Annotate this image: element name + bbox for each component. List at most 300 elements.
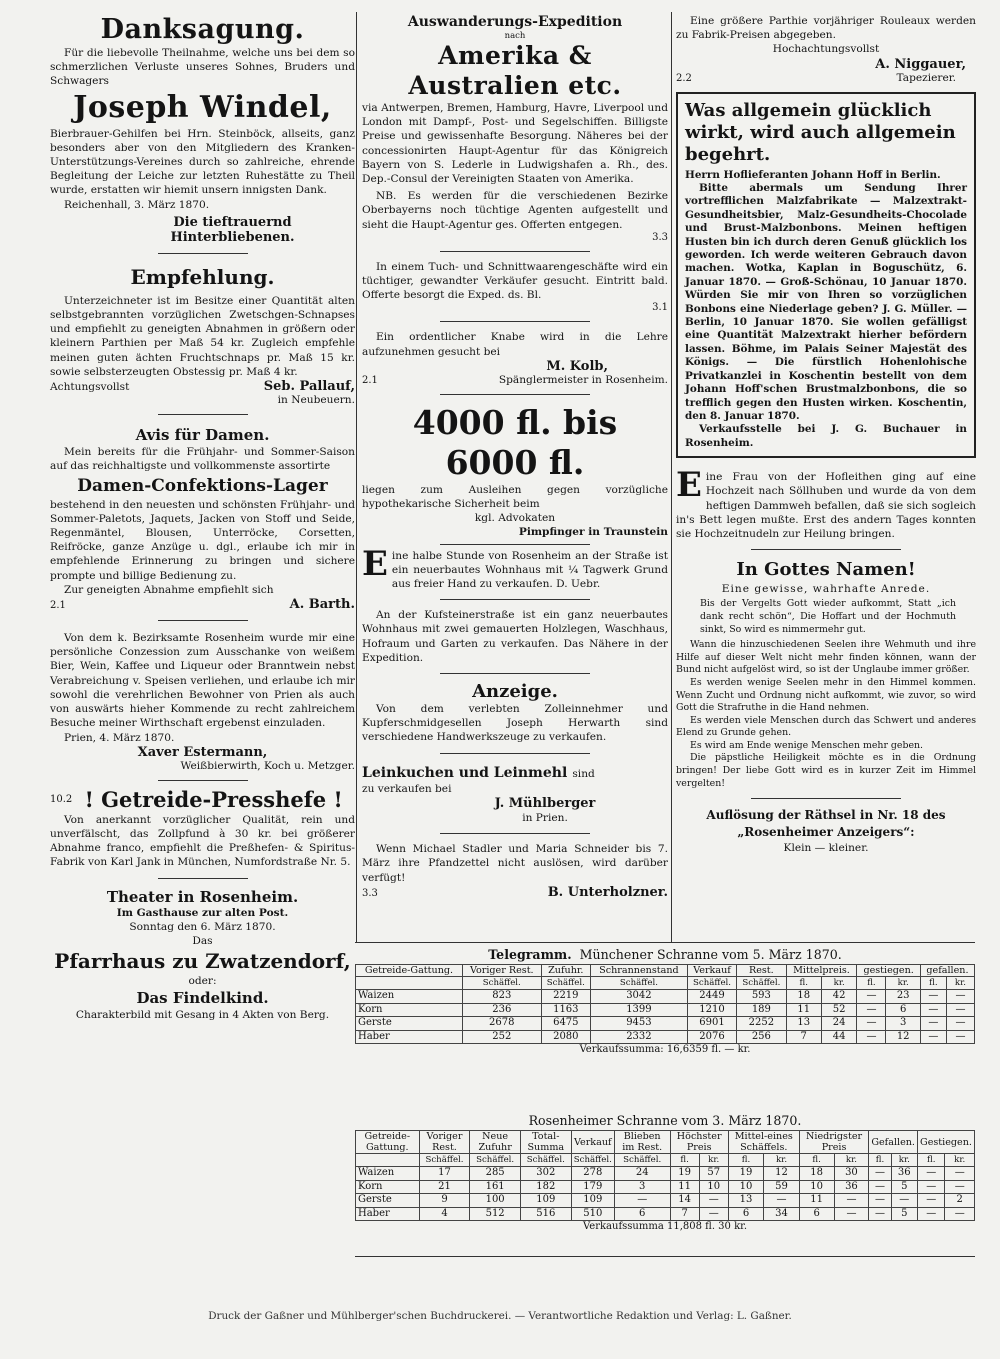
separator	[440, 544, 590, 545]
ad-title: ! Getreide-Presshefe !	[84, 786, 343, 812]
units-row	[356, 1154, 975, 1167]
value-cell: —	[945, 1180, 975, 1193]
unit-cell: Schäffel.	[571, 1154, 614, 1167]
value-cell: 2252	[737, 1017, 786, 1030]
value-cell: 42	[821, 990, 856, 1003]
value-cell: —	[920, 1017, 946, 1030]
value-cell: 21	[419, 1180, 470, 1193]
value-cell: 59	[764, 1180, 800, 1193]
value-cell: —	[857, 1017, 886, 1030]
value-cell: —	[869, 1180, 891, 1193]
ad-occupation: Weißbierwirth, Koch u. Metzger.	[180, 759, 355, 772]
separator	[158, 780, 248, 781]
grain-type-cell: Gerste	[356, 1017, 463, 1030]
col-header: Getreide-Gattung.	[356, 965, 463, 977]
value-cell: 11	[786, 1003, 821, 1016]
column-2	[362, 14, 668, 900]
column-3	[676, 14, 976, 855]
table-sum: Verkaufssumma: 16,6359 fl. — kr.	[579, 1044, 751, 1056]
separator	[440, 251, 590, 252]
play-or: oder:	[188, 975, 217, 988]
munich-market-table-block	[355, 946, 975, 1056]
value-cell: 2219	[541, 990, 590, 1003]
play-subtitle: Das Findelkind.	[136, 989, 269, 1008]
value-cell: —	[917, 1194, 944, 1207]
separator	[751, 798, 901, 799]
ad-note: NB. Es werden für die verschiedenen Bezirke Oberbayerns noch tüchtige Agenten aufgestellt und sieht die Haupt-Agentur ges. Offerten entgegen.	[362, 190, 668, 231]
ad-place: Prien, 4. März 1870.	[64, 731, 175, 744]
col-header: Mittel-eines Schäffels.	[728, 1131, 799, 1154]
grain-type-cell: Haber	[356, 1030, 463, 1043]
value-cell: 109	[571, 1194, 614, 1207]
separator	[440, 753, 590, 754]
ad-body: ine halbe Stunde von Rosenheim an der Straße ist ein neuerbautes Wohnhaus mit ¼ Tagwerk Grund aus freier Hand zu verkaufen. D. Uebr.	[391, 549, 668, 591]
value-cell: 510	[571, 1207, 614, 1220]
col-header: Zufuhr.	[541, 965, 590, 977]
ad-signature: M. Kolb,	[546, 358, 608, 374]
riddle-heading: Auflösung der Räthsel in Nr. 18 des „Rosenheimer Anzeigers“:	[706, 808, 946, 840]
separator	[158, 878, 248, 879]
table-row	[356, 1180, 975, 1193]
article-subtitle: Eine gewisse, wahrhafte Anrede.	[721, 583, 931, 596]
value-cell: 24	[821, 1017, 856, 1030]
value-cell: 9	[419, 1194, 470, 1207]
value-cell: —	[917, 1167, 944, 1180]
grain-type-cell: Korn	[356, 1180, 420, 1193]
grain-type-cell: Waizen	[356, 990, 463, 1003]
value-cell: —	[920, 1030, 946, 1043]
ad-body: Von dem k. Bezirksamte Rosenheim wurde mir eine persönliche Conzession zum Ausschanke von weißem Bier, Wein, Kaffee und Liqueur oder Branntwein nebst Verabreichung v. Speisen verliehen, und erlaube ich mir sowohl die verehrlichen Bewohner von Prien als auch von auswärts hieher Kommende zu recht zahlreichem Besuche meiner Wirthschaft ergebenst einzuladen.	[50, 632, 355, 730]
value-cell: 516	[520, 1207, 571, 1220]
value-cell: 10	[699, 1180, 728, 1193]
ad-body: Von anerkannt vorzüglicher Qualität, rein und unverfälscht, das Zollpfund à 30 kr. bei größerer Abnahme franco, empfiehlt die Preßhefen- & Spiritus-Fabrik von Karl Jank in München, Numfordstraße Nr. 5.	[50, 813, 355, 869]
unit-cell: fl.	[670, 1154, 699, 1167]
unit-cell: Schäffel.	[687, 977, 736, 990]
unit-cell: Schäffel.	[541, 977, 590, 990]
unit-cell: fl.	[917, 1154, 944, 1167]
value-cell: 10	[728, 1180, 764, 1193]
value-cell: 512	[470, 1207, 520, 1220]
ad-addressee: Herrn Hoflieferanten Johann Hoff in Berlin.	[685, 168, 941, 181]
ad-occupation: Spänglermeister in Rosenheim.	[498, 373, 668, 386]
value-cell: 1163	[541, 1003, 590, 1016]
value-cell: —	[869, 1207, 891, 1220]
units-row	[356, 977, 975, 990]
ad-body: bestehend in den neuesten und schönsten Frühjahr- und Sommer-Paletots, Jaquets, Jacken von Stoff und Seide, Regenmäntel, Blousen, Unterröcke, Corsetten, Reifröcke, ganze Anzüge u. dgl., erlaube ich mir in empfehlende Erinnerung zu bringen und sichere prompte und billige Bedienung zu.	[50, 498, 355, 582]
value-cell: —	[699, 1194, 728, 1207]
value-cell: 5	[891, 1180, 917, 1193]
value-cell: 2332	[590, 1030, 687, 1043]
ad-number: 3.3	[652, 231, 668, 243]
theater-article: Das	[192, 934, 213, 947]
unit-cell: kr.	[891, 1154, 917, 1167]
value-cell: —	[614, 1194, 670, 1207]
article-title: In Gottes Namen!	[736, 559, 916, 581]
danksagung-notice	[50, 14, 355, 245]
separator	[440, 673, 590, 674]
loan-amount: 4000 fl. bis 6000 fl.	[412, 402, 618, 482]
drop-cap: E	[362, 543, 388, 584]
unit-cell: Schäffel.	[520, 1154, 571, 1167]
value-cell: 34	[764, 1207, 800, 1220]
col-header: gefallen.	[920, 965, 974, 977]
value-cell: —	[764, 1194, 800, 1207]
value-cell: 6901	[687, 1017, 736, 1030]
ad-title: Avis für Damen.	[135, 426, 270, 445]
value-cell: —	[920, 990, 946, 1003]
value-cell: 593	[737, 990, 786, 1003]
unit-cell: fl.	[920, 977, 946, 990]
grain-type-cell: Korn	[356, 1003, 463, 1016]
ad-location: in Neubeuern.	[277, 394, 355, 407]
value-cell: 24	[614, 1167, 670, 1180]
col-header: Höchster Preis	[670, 1131, 728, 1154]
value-cell: 1399	[590, 1003, 687, 1016]
ad-signature: J. Mühlberger	[494, 795, 596, 811]
value-cell: 52	[821, 1003, 856, 1016]
col-header: Schrannenstand	[590, 965, 687, 977]
separator	[440, 321, 590, 322]
article-paragraph: Es werden wenige Seelen mehr in den Himmel kommen. Wenn Zucht und Ordnung nicht aufkommt, wie zuvor, so wird Gott die Strafruthe in die Hand nehmen.	[676, 676, 976, 714]
ad-destination: Amerika & Australien etc.	[408, 41, 622, 100]
table-section-rule	[355, 942, 975, 943]
value-cell: 278	[571, 1167, 614, 1180]
value-cell: 6	[728, 1207, 764, 1220]
unit-cell	[356, 977, 463, 990]
col-header: Verkauf	[571, 1131, 614, 1154]
value-cell: 285	[470, 1167, 520, 1180]
value-cell: —	[946, 1017, 974, 1030]
value-cell: —	[834, 1194, 869, 1207]
theater-venue: Im Gasthause zur alten Post.	[116, 906, 289, 919]
value-cell: 18	[786, 990, 821, 1003]
value-cell: 189	[737, 1003, 786, 1016]
house-ad-1	[362, 543, 668, 592]
empfehlung-ad	[50, 264, 355, 406]
value-cell: 100	[470, 1194, 520, 1207]
ad-closing: Zur geneigten Abnahme empfiehlt sich	[64, 583, 274, 596]
col-header: Rest.	[737, 965, 786, 977]
column-1	[50, 14, 355, 1023]
col-header: Total-Summa	[520, 1131, 571, 1154]
unit-cell: fl.	[728, 1154, 764, 1167]
play-title: Pfarrhaus zu Zwatzendorf,	[54, 949, 351, 974]
article-verse: Bis der Vergelts Gott wieder aufkommt, Statt „ich dank recht schön“, Die Hoffart und der Hochmuth sinkt, So wird es nimmermehr gut.	[700, 598, 956, 635]
article-paragraph: Es werden viele Menschen durch das Schwert und anderes Elend zu Grunde gehen.	[676, 714, 976, 739]
theater-title: Theater in Rosenheim.	[106, 887, 299, 906]
theater-ad	[50, 889, 355, 1023]
separator	[440, 394, 590, 395]
value-cell: 823	[462, 990, 541, 1003]
col-header: Gestiegen.	[917, 1131, 974, 1154]
value-cell: 10	[799, 1180, 834, 1193]
separator	[158, 253, 248, 254]
unit-cell: fl.	[857, 977, 886, 990]
value-cell: —	[857, 1030, 886, 1043]
ad-body: via Antwerpen, Bremen, Hamburg, Havre, Liverpool und London mit Dampf-, Post- und Segelschiffen. Billigste Preise und gewissenhafte Besorgung. Näheres bei der concessionirten Haupt-Agentur für das Königreich Bayern von S. Lederle in Ludwigshafen a. Rh., des. Dep.-Consul der Vereinigten Staaten von Amerika.	[362, 102, 668, 186]
riddle-answer: Klein — kleiner.	[783, 842, 869, 855]
table-sum: Verkaufssumma 11,808 fl. 30 kr.	[583, 1221, 747, 1233]
col-header: Verkauf	[687, 965, 736, 977]
col-header: Getreide-Gattung.	[356, 1131, 420, 1154]
value-cell: —	[917, 1180, 944, 1193]
ad-signature: A. Niggauer,	[875, 56, 966, 72]
tuch-ad	[362, 260, 668, 314]
article-paragraph: Die päpstliche Heiligkeit möchte es in die Ordnung bringen! Der liebe Gott wird es in kurzer Zeit im Himmel vergelten!	[676, 752, 976, 789]
value-cell: 3042	[590, 990, 687, 1003]
value-cell: 17	[419, 1167, 470, 1180]
ad-signature: Seb. Pallauf,	[263, 379, 355, 395]
col-header: Niedrigster Preis	[799, 1131, 869, 1154]
unit-cell: Schäffel.	[470, 1154, 520, 1167]
ad-occupation: Tapezierer.	[896, 71, 956, 84]
value-cell: 18	[799, 1167, 834, 1180]
ad-number: 3.3	[362, 887, 378, 899]
ad-title: Auswanderungs-Expedition	[407, 14, 623, 30]
ad-body: In einem Tuch- und Schnittwaarengeschäfte wird ein tüchtiger, gewandter Verkäufer gesucht. Eintritt bald. Offerte besorgt die Exped. ds. Bl.	[362, 260, 668, 302]
knabe-ad	[362, 330, 668, 385]
ad-sale-point: Verkaufsstelle bei J. G. Buchauer in Rosenheim.	[685, 423, 967, 449]
unit-cell: kr.	[764, 1154, 800, 1167]
table-row	[356, 1207, 975, 1220]
ad-title: Empfehlung.	[130, 264, 275, 289]
separator	[158, 414, 248, 415]
col-header: Gefallen.	[869, 1131, 918, 1154]
table-caption-label: Telegramm.	[488, 947, 572, 962]
ad-title-tail: sind	[572, 767, 595, 780]
deceased-name: Joseph Windel,	[73, 89, 332, 125]
value-cell: 9453	[590, 1017, 687, 1030]
column-divider	[671, 12, 672, 942]
ad-signature-title: kgl. Advokaten	[474, 512, 556, 525]
value-cell: 2076	[687, 1030, 736, 1043]
separator	[440, 833, 590, 834]
ad-number: 3.1	[652, 302, 668, 314]
value-cell: 6	[799, 1207, 834, 1220]
notice-intro: Für die liebevolle Theilnahme, welche uns bei dem so schmerzlichen Verluste unseres Sohnes, Bruders und Schwagers	[50, 47, 355, 88]
unit-cell	[356, 1154, 420, 1167]
value-cell: 256	[737, 1030, 786, 1043]
ad-headline: Damen-Confektions-Lager	[77, 475, 328, 496]
ad-signature: Xaver Estermann,	[137, 744, 268, 760]
frau-story	[676, 465, 976, 541]
ad-body: liegen zum Ausleihen gegen vorzügliche hypothekarische Sicherheit beim	[362, 483, 668, 511]
ad-body: An der Kufsteinerstraße ist ein ganz neuerbautes Wohnhaus mit zwei gemauerten Holzlegen, Waschhaus, Hofraum und Garten zu verkaufen. Das Nähere in der Expedition.	[362, 609, 668, 664]
ad-signature: Pimpfinger in Traunstein	[518, 526, 668, 539]
presshefe-ad	[50, 787, 355, 870]
value-cell: 109	[520, 1194, 571, 1207]
notice-body: Bierbrauer-Gehilfen bei Hrn. Steinböck, allseits, ganz besonders aber von den Mitgliedern des Kranken-Unterstützungs-Vereines durch so zahlreiche, ehrende Begleitung der Leiche zur letzten Ruhestätte zu Theil wurde, erstatten wir hiemit unsern innigsten Dank.	[50, 127, 355, 197]
col-header: Mittelpreis.	[786, 965, 857, 977]
value-cell: —	[834, 1207, 869, 1220]
value-cell: 57	[699, 1167, 728, 1180]
play-description: Charakterbild mit Gesang in 4 Akten von Berg.	[75, 1009, 330, 1022]
value-cell: —	[917, 1207, 944, 1220]
imprint-footer: Druck der Gaßner und Mühlberger'schen Buchdruckerei. — Verantwortliche Redaktion und Verlag: L. Gaßner.	[208, 1310, 792, 1322]
pfand-ad	[362, 842, 668, 900]
ad-title: Anzeige.	[472, 681, 558, 703]
ad-intro: Mein bereits für die Frühjahr- und Sommer-Saison auf das reichhaltigste und vollkommenste assortirte	[50, 446, 355, 473]
ad-number: 10.2	[50, 794, 73, 806]
unit-cell: Schäffel.	[614, 1154, 670, 1167]
unit-cell: Schäffel.	[419, 1154, 470, 1167]
value-cell: 236	[462, 1003, 541, 1016]
ad-number: 2.1	[362, 374, 378, 386]
ad-signature: A. Barth.	[289, 597, 355, 613]
table-caption: Münchener Schranne vom 5. März 1870.	[579, 947, 842, 962]
value-cell: —	[920, 1003, 946, 1016]
drop-cap: E	[676, 465, 702, 506]
article-paragraph: Es wird am Ende wenige Menschen mehr geben.	[690, 739, 924, 751]
value-cell: 182	[520, 1180, 571, 1193]
value-cell: —	[945, 1207, 975, 1220]
value-cell: 23	[886, 990, 920, 1003]
table-row	[356, 1030, 975, 1043]
ad-greeting: Hochachtungsvollst	[772, 43, 880, 56]
article-paragraph: Wann die hinzuschiedenen Seelen ihre Wehmuth und ihre Hilfe auf dieser Welt nicht mehr finden können, wann der Bund nicht aufgelöst wird, so ist der Unglaube immer größer.	[676, 639, 976, 676]
ad-nach: nach	[504, 31, 526, 41]
unit-cell: kr.	[886, 977, 920, 990]
value-cell: 30	[834, 1167, 869, 1180]
value-cell: 2080	[541, 1030, 590, 1043]
unit-cell: fl.	[869, 1154, 891, 1167]
value-cell: 1210	[687, 1003, 736, 1016]
value-cell: 2	[945, 1194, 975, 1207]
grain-type-cell: Haber	[356, 1207, 420, 1220]
value-cell: 179	[571, 1180, 614, 1193]
unit-cell: Schäffel.	[462, 977, 541, 990]
value-cell: —	[869, 1167, 891, 1180]
table-row	[356, 1003, 975, 1016]
unit-cell: Schäffel.	[737, 977, 786, 990]
value-cell: 5	[891, 1207, 917, 1220]
col-header: Blieben im Rest.	[614, 1131, 670, 1154]
value-cell: 161	[470, 1180, 520, 1193]
value-cell: 4	[419, 1207, 470, 1220]
rosenheim-market-table-block	[355, 1112, 975, 1233]
value-cell: 36	[834, 1180, 869, 1193]
ad-signature: B. Unterholzner.	[547, 884, 668, 900]
value-cell: 2449	[687, 990, 736, 1003]
notice-signature: Die tieftrauernd Hinterbliebenen.	[170, 214, 295, 245]
rosenheim-market-table	[355, 1130, 975, 1221]
value-cell: —	[857, 990, 886, 1003]
unit-cell: kr.	[946, 977, 974, 990]
value-cell: 13	[786, 1017, 821, 1030]
gottes-namen-article	[676, 558, 976, 790]
anzeige-ad	[362, 682, 668, 745]
grain-type-cell: Gerste	[356, 1194, 420, 1207]
value-cell: —	[945, 1167, 975, 1180]
value-cell: 7	[670, 1207, 699, 1220]
value-cell: 19	[728, 1167, 764, 1180]
value-cell: —	[857, 1003, 886, 1016]
value-cell: 2678	[462, 1017, 541, 1030]
column-divider	[356, 12, 357, 942]
munich-market-table	[355, 964, 975, 1044]
ad-body: Ein ordentlicher Knabe wird in die Lehre aufzunehmen gesucht bei	[362, 331, 668, 358]
leinkuchen-ad	[362, 762, 668, 825]
col-header: Voriger Rest.	[462, 965, 541, 977]
value-cell: 12	[886, 1030, 920, 1043]
value-cell: 7	[786, 1030, 821, 1043]
footer-rule	[355, 1256, 975, 1257]
avis-ad	[50, 425, 355, 612]
riddle-solution	[676, 807, 976, 855]
value-cell: —	[946, 1003, 974, 1016]
unit-cell: kr.	[834, 1154, 869, 1167]
value-cell: —	[699, 1207, 728, 1220]
value-cell: 6475	[541, 1017, 590, 1030]
unit-cell: kr.	[945, 1154, 975, 1167]
table-row	[356, 1194, 975, 1207]
value-cell: —	[869, 1194, 891, 1207]
notice-title: Danksagung.	[100, 14, 305, 45]
value-cell: 6	[886, 1003, 920, 1016]
ad-location: in Prien.	[522, 811, 568, 824]
table-row	[356, 990, 975, 1003]
value-cell: —	[946, 990, 974, 1003]
value-cell: 3	[614, 1180, 670, 1193]
ad-body: Bitte abermals um Sendung Ihrer vortrefflichen Malzfabrikate — Malzextrakt-Gesundheitsbier, Malz-Gesundheits-Chocolade und Brust-Malzbonbons. Meinen heftigen Husten bin ich durch deren Genuß glücklich los geworden. Ich werde weiteren Gebrauch davon machen. Wotka, Kaplan in Boguschütz, 6. Januar 1870. — Groß-Schönau, 10 Januar 1870. Würden Sie mir von Ihren so vorzüglichen Bonbons eine Niederlage geben? J. G. Müller. — Berlin, 10 Januar 1870. Sie wollen gefälligst eine Quantität Malzextrakt hierher befördern lassen. Böhme, im Palais Seiner Majestät des Königs. — Die fürstlich Hohenlohische Privatkanzlei in Koschentin bestellt von dem Johann Hoff'schen Brustmalzbonbons, die so trefflich gegen den Husten wirken. Koschentin, den 8. Januar 1870.	[685, 182, 967, 422]
value-cell: 252	[462, 1030, 541, 1043]
ad-number: 2.2	[676, 72, 692, 84]
value-cell: 11	[799, 1194, 834, 1207]
story-body: ine Frau von der Hofleithen ging auf eine Hochzeit nach Söllhuben und wurde da von dem heftigen Dammweh befallen, daß sie sich sogleich in's Bett legen mußte. Erst des andern Tages konnten sie Hochzeitnudeln zur Heilung bringen.	[676, 471, 976, 540]
col-header: Neue Zufuhr	[470, 1131, 520, 1154]
table-caption: Rosenheimer Schranne vom 3. März 1870.	[528, 1113, 802, 1128]
ad-title: Leinkuchen und Leinmehl	[362, 764, 568, 781]
unit-cell: fl.	[786, 977, 821, 990]
col-header: Voriger Rest.	[419, 1131, 470, 1154]
ad-body: Eine größere Parthie vorjähriger Rouleaux werden zu Fabrik-Preisen abgegeben.	[676, 15, 976, 42]
value-cell: 36	[891, 1167, 917, 1180]
notice-place: Reichenhall, 3. März 1870.	[64, 198, 210, 211]
ad-number: 2.1	[50, 600, 66, 612]
ad-headline: Was allgemein glücklich wirkt, wird auch allgemein begehrt.	[685, 99, 956, 165]
ad-body: zu verkaufen bei	[362, 782, 452, 795]
unit-cell: kr.	[821, 977, 856, 990]
value-cell: 3	[886, 1017, 920, 1030]
ad-body: Unterzeichneter ist im Besitze einer Quantität alten selbstgebrannten vorzüglichen Zwetschgen-Schnapses und empfiehlt zu geneigten Abnahmen in größern oder kleinern Parthien per Maß 54 kr. Zugleich empfehle meinen guten ächten Fruchtschnaps pr. Maß 15 kr. sowie selbsterzeugten Obstessig pr. Maß 4 kr.	[50, 294, 355, 378]
value-cell: 302	[520, 1167, 571, 1180]
theater-date: Sonntag den 6. März 1870.	[129, 920, 276, 933]
house-ad-2	[362, 608, 668, 665]
rouleaux-ad	[676, 14, 976, 84]
value-cell: 12	[764, 1167, 800, 1180]
estermann-ad	[50, 631, 355, 772]
loan-ad	[362, 403, 668, 540]
separator	[440, 599, 590, 600]
ad-body: Von dem verlebten Zolleinnehmer und Kupferschmidgesellen Joseph Herwarth sind verschiedene Handwerkszeuge zu verkaufen.	[362, 703, 668, 744]
value-cell: 44	[821, 1030, 856, 1043]
value-cell: 6	[614, 1207, 670, 1220]
value-cell: 13	[728, 1194, 764, 1207]
grain-type-cell: Waizen	[356, 1167, 420, 1180]
value-cell: —	[946, 1030, 974, 1043]
emigration-ad	[362, 14, 668, 243]
col-header: gestiegen.	[857, 965, 921, 977]
table-row	[356, 1017, 975, 1030]
value-cell: 14	[670, 1194, 699, 1207]
hoff-malz-ad	[676, 92, 976, 459]
ad-greeting: Achtungsvollst	[50, 381, 130, 394]
separator	[751, 549, 901, 550]
table-row	[356, 1167, 975, 1180]
unit-cell: fl.	[799, 1154, 834, 1167]
separator	[158, 620, 248, 621]
unit-cell: kr.	[699, 1154, 728, 1167]
